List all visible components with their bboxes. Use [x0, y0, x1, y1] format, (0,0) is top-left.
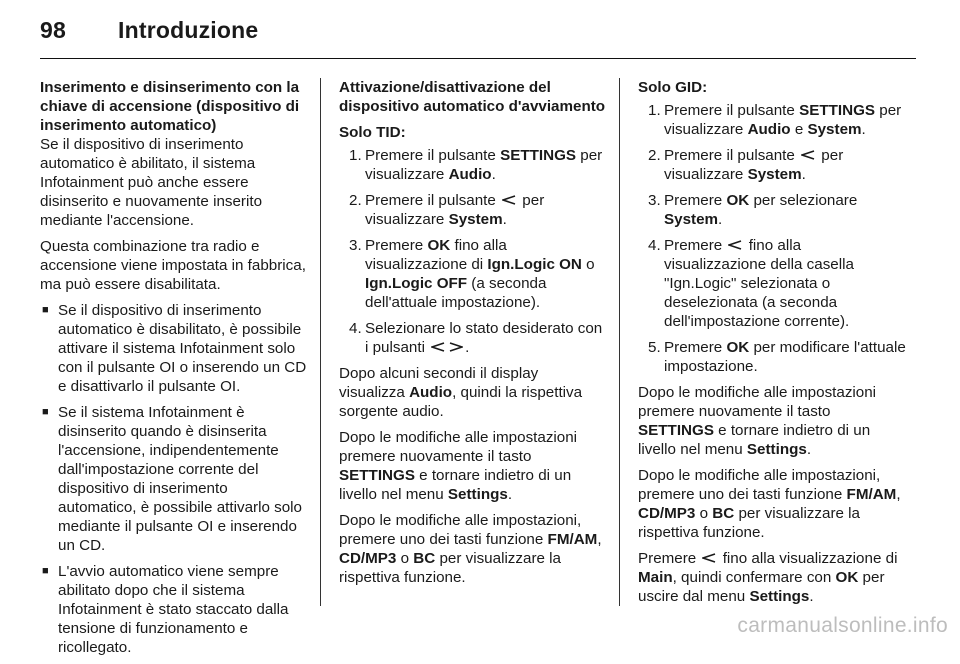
text: Premere — [638, 550, 701, 567]
list-item — [638, 338, 906, 376]
text: per visualizzare — [365, 192, 545, 228]
page-title: Introduzione — [118, 17, 259, 43]
text: . — [465, 339, 470, 356]
column-1 — [40, 78, 308, 664]
page-number: 98 — [40, 17, 66, 43]
key-label: CD/MP3 — [339, 550, 397, 567]
list-item — [638, 101, 906, 139]
list-item — [339, 236, 607, 312]
text: Dopo le modifiche alle impostazioni premere nuovamente il tasto — [339, 429, 578, 465]
step-number: 3. — [648, 192, 661, 209]
menu-label: Main — [638, 569, 673, 586]
list-item — [638, 191, 906, 229]
menu-label: Settings — [447, 486, 508, 503]
menu-label: System — [448, 211, 503, 228]
step-list — [638, 101, 906, 376]
key-label: SETTINGS — [500, 147, 577, 164]
key-label: FM/AM — [846, 486, 897, 503]
menu-label: System — [807, 121, 862, 138]
column-divider-2 — [619, 78, 620, 606]
text: Se il dispositivo di inserimento automatico è disabilitato, è possibile attivare il sistema Infotainment solo con il pulsante — [58, 302, 302, 376]
column-divider-1 — [320, 78, 321, 606]
text: , — [597, 531, 602, 548]
menu-label: Settings — [746, 441, 807, 458]
text: per visualizzare la rispettiva funzione. — [638, 505, 860, 541]
key-label: OK — [427, 237, 451, 254]
step-number: 2. — [349, 192, 362, 209]
key-label: OK — [726, 192, 750, 209]
text: . — [861, 121, 866, 138]
text: e tornare indietro di un livello nel menu — [638, 422, 871, 458]
paragraph — [638, 549, 906, 606]
paragraph — [638, 383, 906, 459]
next-icon — [449, 342, 463, 352]
menu-label: Ign.Logic OFF — [365, 275, 468, 292]
text: e inserendo un CD. — [58, 518, 297, 554]
paragraph — [339, 511, 607, 587]
text: o — [695, 505, 713, 522]
text: Dopo le modifiche alle impostazioni premere nuovamente il tasto — [638, 384, 877, 420]
text: . — [718, 211, 723, 228]
text: Premere — [664, 339, 727, 356]
text: fino alla visualizzazione di — [365, 237, 507, 273]
step-number: 4. — [349, 320, 362, 337]
key-label: SETTINGS — [638, 422, 714, 439]
key-label: FM/AM — [547, 531, 598, 548]
menu-label: Settings — [749, 588, 810, 605]
text: Se il sistema Infotainment è disinserito quando è disinserita l'accensione, indipendentemente dall'impostazione corrente del dispositivo di inserimento automatico, è possibile attivarlo solo mediante il pulsante — [58, 404, 302, 535]
sub-heading: Solo TID: — [339, 124, 406, 141]
text: . — [809, 588, 814, 605]
list-item — [40, 403, 308, 555]
key-label: BC — [712, 505, 735, 522]
text: Premere — [365, 237, 428, 254]
list-item — [339, 191, 607, 229]
text: Selezionare lo stato desiderato con i pulsanti — [365, 320, 603, 356]
text: o — [396, 550, 414, 567]
text: o inserendo un CD e disattivarlo il pulsante — [58, 359, 307, 395]
menu-label: System — [664, 211, 719, 228]
text: . — [502, 211, 507, 228]
bullet-list — [40, 301, 308, 657]
text: , quindi confermare con — [672, 569, 836, 586]
step-list — [339, 146, 607, 357]
paragraph: Se il dispositivo di inserimento automatico è abilitato, il sistema Infotainment può anche essere disinserito e nuovamente inserito mediante l'accensione. — [40, 136, 263, 229]
back-icon — [502, 195, 516, 205]
list-item — [638, 236, 906, 331]
text: Premere — [664, 237, 727, 254]
text: per visualizzare la rispettiva funzione. — [339, 550, 561, 586]
text: fino alla visualizzazione di — [718, 550, 898, 567]
column-2 — [339, 78, 607, 594]
power-key-label: OI — [220, 378, 237, 395]
menu-label: Audio — [747, 121, 791, 138]
text: , — [896, 486, 901, 503]
text: Premere il pulsante — [365, 147, 501, 164]
step-number: 5. — [648, 339, 661, 356]
menu-label: System — [747, 166, 802, 183]
list-item — [638, 146, 906, 184]
column-3 — [638, 78, 906, 613]
step-number: 3. — [349, 237, 362, 254]
text: per uscire dal menu — [638, 569, 885, 605]
section-heading: Attivazione/disattivazione del dispositivo automatico d'avviamento — [339, 79, 606, 115]
key-label: BC — [413, 550, 436, 567]
text: L'avvio automatico viene sempre abilitato dopo che il sistema Infotainment è stato staccato dalla tensione di funzionamento e ricollegato. — [58, 563, 289, 656]
key-label: CD/MP3 — [638, 505, 696, 522]
power-key-label: OI — [197, 518, 214, 535]
step-number: 1. — [349, 147, 362, 164]
step-number: 4. — [648, 237, 661, 254]
text: Premere il pulsante — [365, 192, 501, 209]
text: Dopo alcuni secondi il display visualizza — [339, 365, 539, 401]
text: e — [790, 121, 808, 138]
menu-label: Audio — [448, 166, 492, 183]
step-number: 2. — [648, 147, 661, 164]
text: Premere — [664, 192, 727, 209]
text: per visualizzare — [365, 147, 603, 183]
key-label: OK — [726, 339, 750, 356]
text: Dopo le modifiche alle impostazioni, premere uno dei tasti funzione — [638, 467, 881, 503]
text: per selezionare — [749, 192, 858, 209]
header-rule — [40, 58, 916, 59]
text: . — [491, 166, 496, 183]
text: . — [236, 378, 241, 395]
paragraph — [638, 466, 906, 542]
menu-label: Ign.Logic ON — [487, 256, 582, 273]
text: (a seconda dell'attuale impostazione). — [365, 275, 547, 311]
text: Premere il pulsante — [664, 102, 800, 119]
menu-label: Audio — [409, 384, 453, 401]
back-icon — [801, 150, 815, 160]
text: , quindi la rispettiva sorgente audio. — [339, 384, 583, 420]
watermark: carmanualsonline.info — [737, 614, 948, 637]
text: . — [801, 166, 806, 183]
key-label: SETTINGS — [339, 467, 415, 484]
list-item — [40, 301, 308, 396]
back-icon — [431, 342, 445, 352]
sub-heading: Solo GID: — [638, 79, 708, 96]
text: o — [581, 256, 595, 273]
list-item — [339, 146, 607, 184]
section-heading: Inserimento e disinserimento con la chiave di accensione (dispositivo di inserimento automatico) — [40, 79, 300, 134]
list-item — [40, 562, 308, 657]
text: fino alla visualizzazione della casella "Ign.Logic" selezionata o deselezionata (a seconda dell'impostazione corrente). — [664, 237, 854, 330]
paragraph — [339, 428, 607, 504]
text: Premere il pulsante — [664, 147, 800, 164]
text: Dopo le modifiche alle impostazioni, premere uno dei tasti funzione — [339, 512, 582, 548]
key-label: OK — [835, 569, 859, 586]
key-label: SETTINGS — [799, 102, 876, 119]
paragraph — [339, 364, 607, 421]
back-icon — [702, 553, 716, 563]
text: e tornare indietro di un livello nel menu — [339, 467, 572, 503]
text: per visualizzare — [664, 147, 844, 183]
paragraph: Questa combinazione tra radio e accensione viene impostata in fabbrica, ma può essere disabilitata. — [40, 238, 306, 293]
text: . — [507, 486, 513, 503]
list-item — [339, 319, 607, 357]
back-icon — [728, 240, 742, 250]
text: per visualizzare — [664, 102, 902, 138]
power-key-label: OI — [159, 359, 176, 376]
step-number: 1. — [648, 102, 661, 119]
text: per modificare l'attuale impostazione. — [664, 339, 906, 375]
text: . — [806, 441, 812, 458]
